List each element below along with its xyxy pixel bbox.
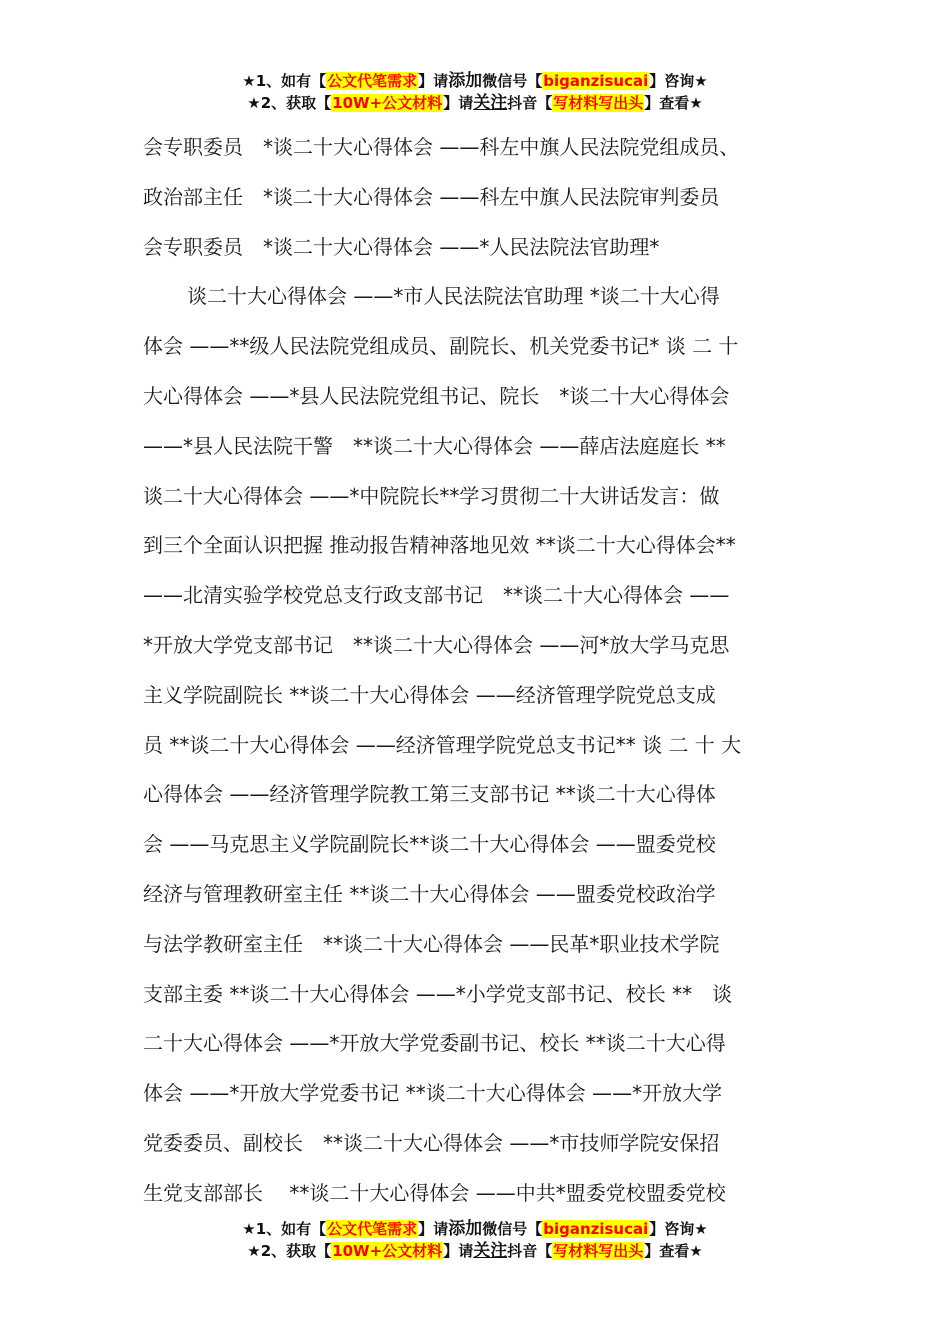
highlight-materials: 10W+公文材料 [332,1242,443,1260]
body-line: 支部主委 **谈二十大心得体会 ——*小学党支部书记、校长 ** 谈 [143,981,733,1006]
body-line: 党委委员、副校长 **谈二十大心得体会 ——*市技师学院安保招 [143,1130,720,1155]
banner-text: 】请 [418,1220,449,1238]
body-line: 体会 ——*开放大学党委书记 **谈二十大心得体会 ——*开放大学 [143,1081,723,1106]
header-banner [0,70,950,114]
body-line: 谈二十大心得体会 ——*中院院长**学习贯彻二十大讲话发言：做 [143,483,720,508]
banner-text: 】咨询★ [649,72,708,90]
banner-emphasis: 添加 [448,71,483,91]
body-line: ——*县人民法院干警 **谈二十大心得体会 ——薛店法庭庭长 ** [143,433,726,458]
body-line: 体会 ——**级人民法院党组成员、副院长、机关党委书记* 谈 二 十 [143,334,739,359]
body-line: ——北清实验学校党总支行政支部书记 **谈二十大心得体会 —— [143,583,730,608]
body-line: 政治部主任 *谈二十大心得体会 ——科左中旗人民法院审判委员 [143,184,720,209]
body-line: 生党支部部长 **谈二十大心得体会 ——中共*盟委党校盟委党校 [143,1180,726,1205]
body-line: 与法学教研室主任 **谈二十大心得体会 ——民革*职业技术学院 [143,931,720,956]
highlight-ghostwriting: 公文代笔需求 [327,1220,418,1238]
banner-line-1 [0,1218,950,1240]
body-line: 会 ——马克思主义学院副院长**谈二十大心得体会 ——盟委党校 [143,832,716,857]
banner-text: 】查看★ [644,1242,703,1260]
body-line: 二十大心得体会 ——*开放大学党委副书记、校长 **谈二十大心得 [143,1031,726,1056]
banner-emphasis: 关注 [473,93,508,113]
body-line: 心得体会 ——经济管理学院教工第三支部书记 **谈二十大心得体 [143,782,716,807]
body-line: *开放大学党支部书记 **谈二十大心得体会 ——河*放大学马克思 [143,632,730,657]
document-body [143,123,808,1219]
body-line: 谈二十大心得体会 ——*市人民法院法官助理 *谈二十大心得 [187,284,720,309]
banner-text: ★2、获取【 [247,94,332,112]
banner-text: 】请 [443,1242,474,1260]
banner-line-1 [0,70,950,92]
highlight-douyin-account: 写材料写出头 [553,94,644,112]
banner-text: 抖音【 [507,94,553,112]
highlight-ghostwriting: 公文代笔需求 [327,72,418,90]
banner-text: 】请 [443,94,474,112]
banner-text: 】请 [418,72,449,90]
banner-text: 微信号【 [482,1220,543,1238]
banner-emphasis: 添加 [448,1219,483,1239]
banner-text: ★2、获取【 [247,1242,332,1260]
highlight-materials: 10W+公文材料 [332,94,443,112]
banner-text: 】查看★ [644,94,703,112]
body-line: 到三个全面认识把握 推动报告精神落地见效 **谈二十大心得体会** [143,533,736,558]
banner-text: 】咨询★ [649,1220,708,1238]
highlight-douyin-account: 写材料写出头 [553,1242,644,1260]
body-line: 员 **谈二十大心得体会 ——经济管理学院党总支书记** 谈 二 十 大 [143,732,742,757]
body-line: 经济与管理教研室主任 **谈二十大心得体会 ——盟委党校政治学 [143,881,716,906]
banner-text: 抖音【 [507,1242,553,1260]
body-line: 会专职委员 *谈二十大心得体会 ——科左中旗人民法院党组成员、 [143,135,740,159]
banner-line-2 [0,1240,950,1262]
banner-text: ★1、如有【 [242,1220,327,1238]
body-line: 会专职委员 *谈二十大心得体会 ——*人民法院法官助理* [143,234,660,259]
highlight-wechat-id: biganzisucai [543,1220,649,1238]
footer-banner [0,1218,950,1262]
body-line: 主义学院副院长 **谈二十大心得体会 ——经济管理学院党总支成 [143,682,716,707]
banner-text: 微信号【 [482,72,543,90]
banner-text: ★1、如有【 [242,72,327,90]
highlight-wechat-id: biganzisucai [543,72,649,90]
banner-emphasis: 关注 [473,1241,508,1261]
banner-line-2 [0,92,950,114]
body-line: 大心得体会 ——*县人民法院党组书记、院长 *谈二十大心得体会 [143,383,730,408]
